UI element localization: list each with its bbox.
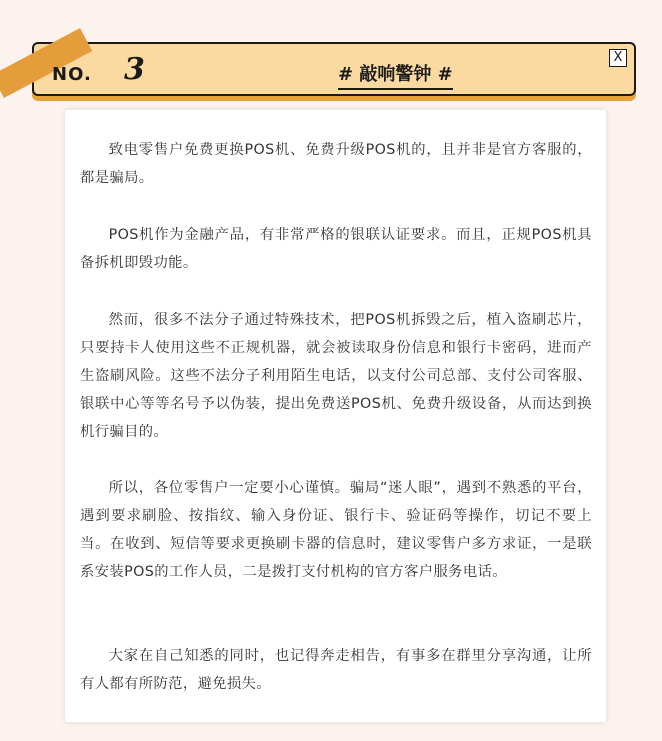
article-paragraph: 所以，各位零售户一定要小心谨慎。骗局“迷人眼”，遇到不熟悉的平台，遇到要求刷脸、按指纹、输入身份证、银行卡、验证码等操作，切记不要上当。在收到、短信等要求更换刷卡器的信息时，建议零售户多方求证，一是联系安装POS的工作人员，二是拨打支付机构的官方客户服务电话。 <box>80 480 592 580</box>
close-icon[interactable]: X <box>609 49 627 67</box>
issue-no-label: NO. <box>52 64 92 85</box>
section-title: # 敲响警钟 # <box>338 60 453 90</box>
issue-number: 3 <box>124 52 145 87</box>
header-banner <box>32 42 636 96</box>
article-panel <box>65 110 606 722</box>
article-paragraph: 然而，很多不法分子通过特殊技术，把POS机拆毁之后，植入盗刷芯片，只要持卡人使用这些不正规机器，就会被读取身份信息和银行卡密码，进而产生盗刷风险。这些不法分子利用陌生电话，以支付公司总部、支付公司客服、银联中心等等名号予以伪装，提出免费送POS机、免费升级设备，从而达到换机行骗目的。 <box>80 312 592 440</box>
article-paragraph: POS机作为金融产品，有非常严格的银联认证要求。而且，正规POS机具备拆机即毁功能。 <box>80 227 592 271</box>
article-paragraph: 致电零售户免费更换POS机、免费升级POS机的，且并非是官方客服的，都是骗局。 <box>80 142 592 186</box>
article-paragraph: 大家在自己知悉的同时，也记得奔走相告，有事多在群里分享沟通，让所有人都有所防范，避免损失。 <box>80 648 592 692</box>
